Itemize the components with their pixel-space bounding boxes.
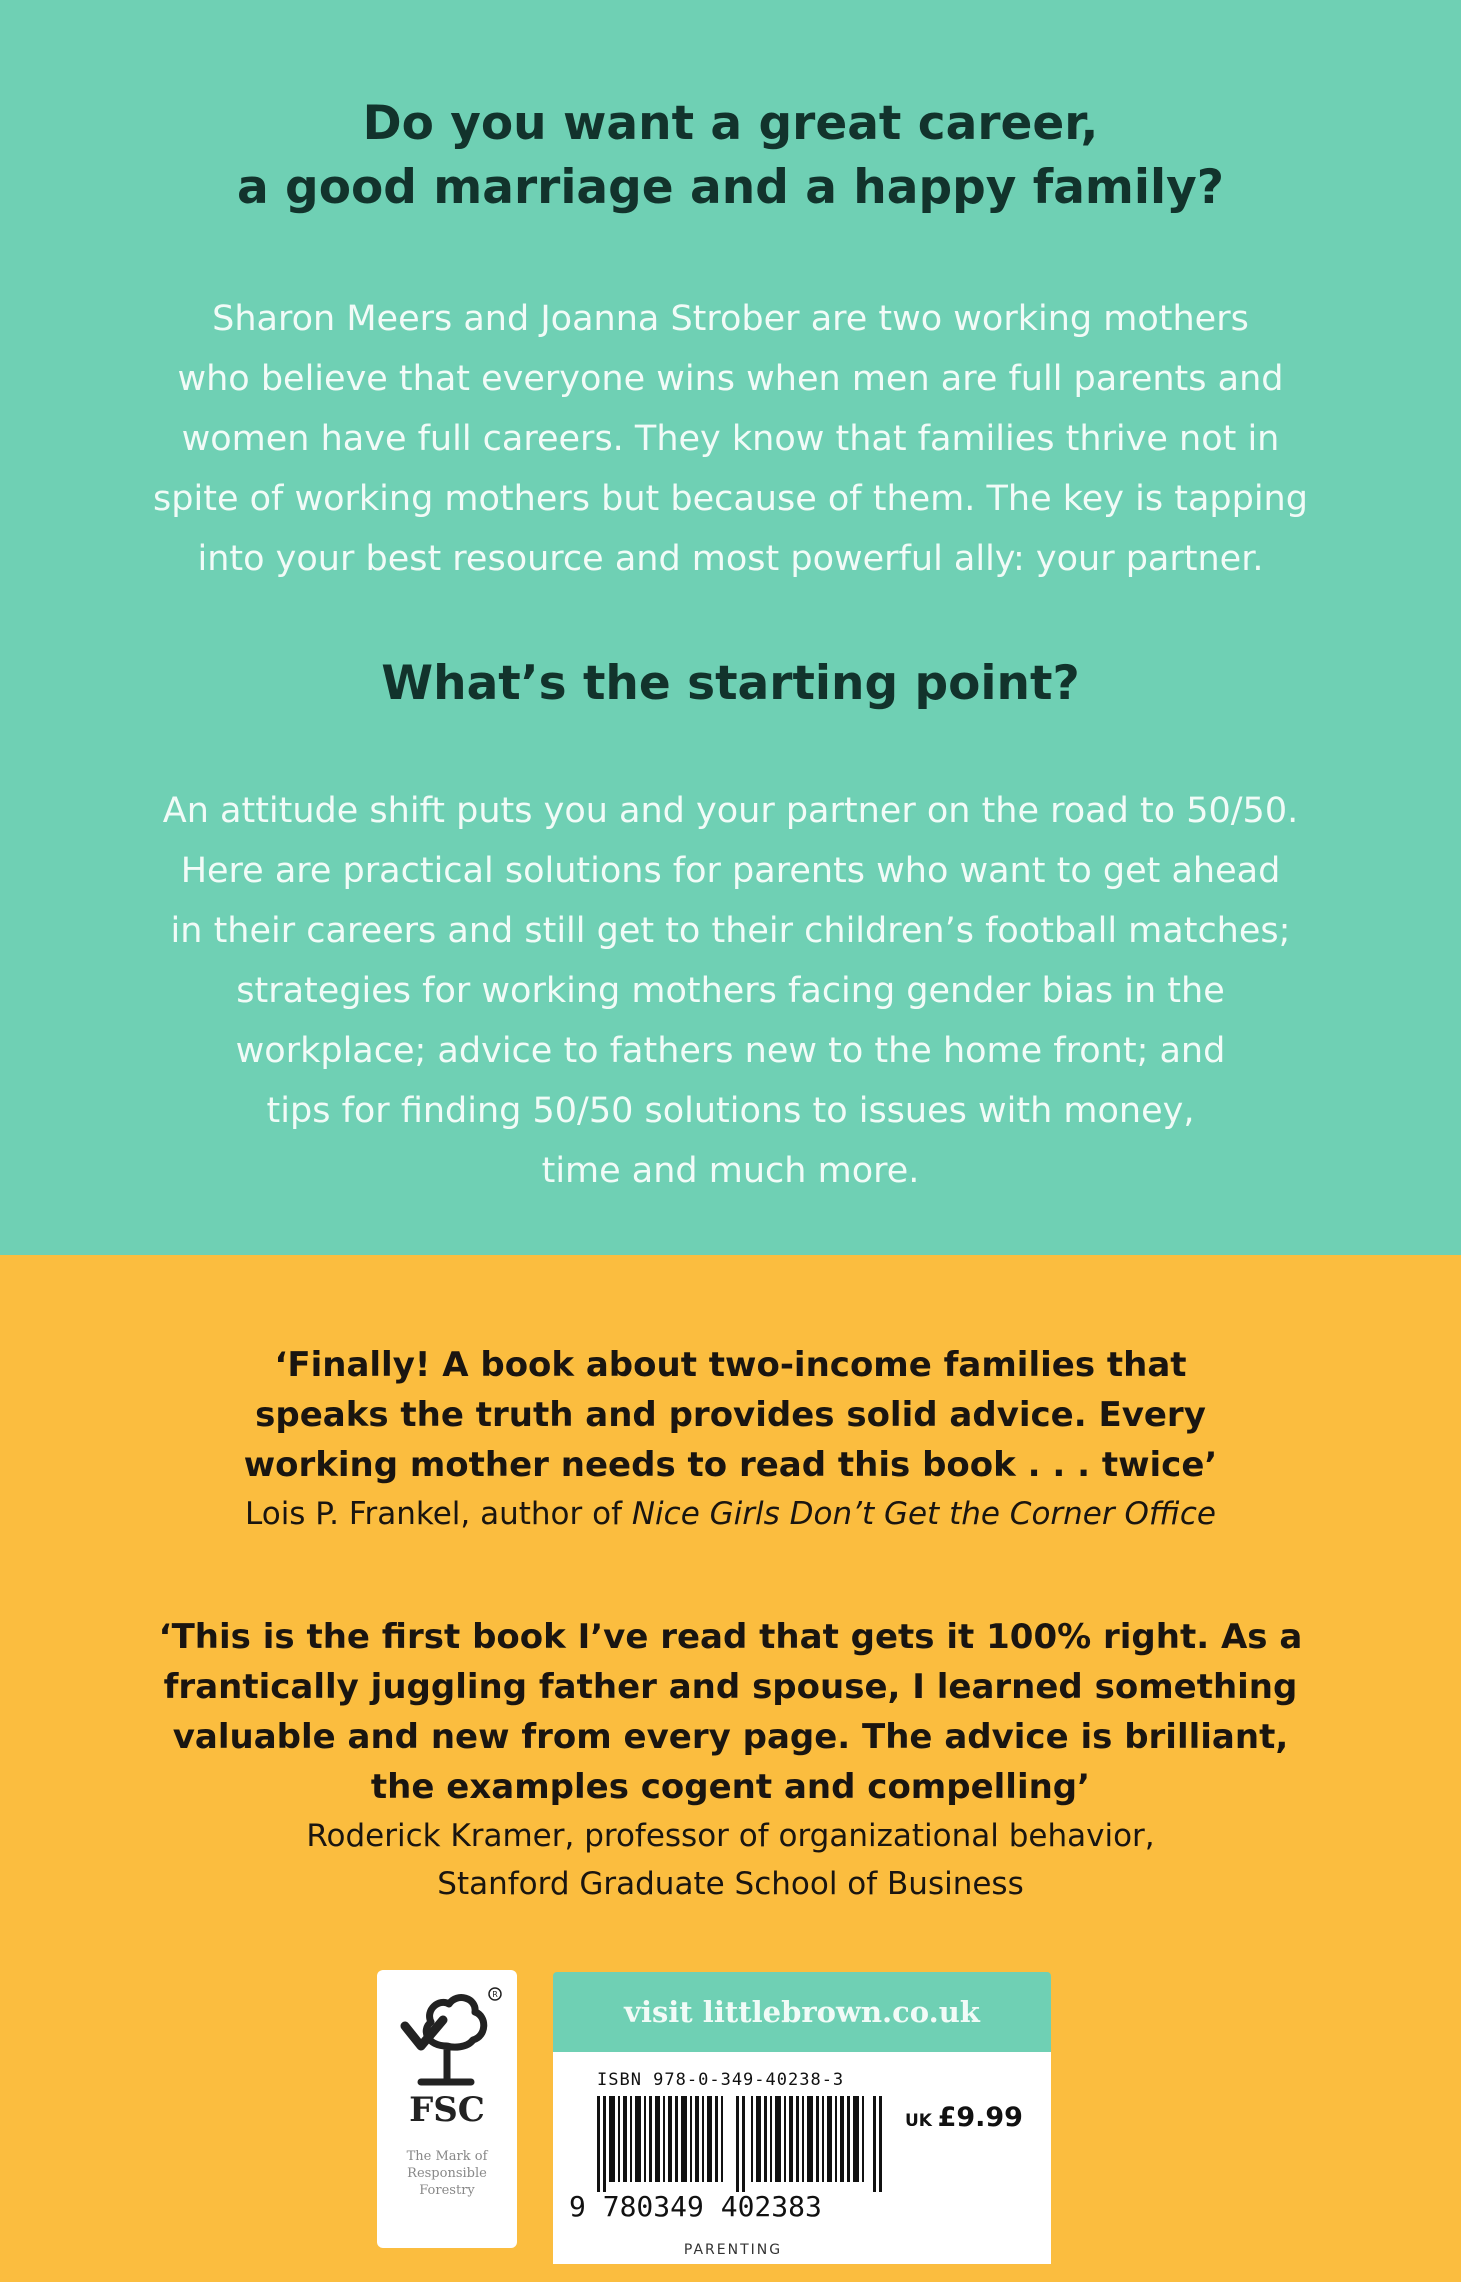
fsc-tagline-line: Forestry [419, 2183, 475, 2198]
attribution-book-title: Nice Girls Don’t Get the Corner Office [631, 1496, 1216, 1532]
quote-line: frantically juggling father and spouse, I learned something [163, 1667, 1298, 1707]
details-blurb-line: workplace; advice to fathers new to the home front; and [235, 1031, 1226, 1071]
main-heading-line-1: Do you want a great career, [362, 96, 1099, 151]
quote-attribution: Roderick Kramer, professor of organizational behavior, [306, 1818, 1155, 1854]
intro-blurb-line: who believe that everyone wins when men are full parents and [177, 359, 1284, 399]
fsc-logo [377, 1970, 517, 2248]
price [905, 2102, 1023, 2133]
details-blurb-line: strategies for working mothers facing gender bias in the [236, 971, 1225, 1011]
publisher-website: visit littlebrown.co.uk [553, 1972, 1051, 2052]
price-currency: UK [905, 2111, 932, 2131]
details-blurb-line: tips for finding 50/50 solutions to issues with money, [266, 1091, 1195, 1131]
quote-line: ‘This is the first book I’ve read that gets it 100% right. As a [158, 1617, 1303, 1657]
quote-line: working mother needs to read this book . . . twice’ [243, 1445, 1218, 1485]
intro-blurb [70, 289, 1391, 589]
attribution-author: Lois P. Frankel, author of [245, 1496, 632, 1532]
details-blurb-line: Here are practical solutions for parents who want to get ahead [180, 851, 1281, 891]
quote-line: speaks the truth and provides solid advice. Every [255, 1395, 1206, 1435]
barcode-digits: 9 780349 402383 [569, 2190, 822, 2223]
fsc-tagline [385, 2148, 509, 2199]
endorsement-quote-2 [100, 1612, 1361, 1908]
price-amount: £9.99 [937, 2102, 1023, 2133]
section-heading: What’s the starting point? [381, 656, 1080, 711]
book-category: PARENTING [683, 2242, 783, 2258]
main-heading [0, 92, 1461, 220]
details-blurb-line: in their careers and still get to their children’s football matches; [170, 911, 1291, 951]
details-blurb-line: time and much more. [541, 1151, 920, 1191]
intro-blurb-line: into your best resource and most powerful ally: your partner. [197, 539, 1264, 579]
barcode-panel [553, 2052, 1051, 2264]
intro-blurb-line: women have full careers. They know that families thrive not in [181, 419, 1280, 459]
fsc-name: FSC [409, 2090, 485, 2130]
main-heading-line-2: a good marriage and a happy family? [236, 160, 1225, 215]
fsc-tagline-line: Responsible [407, 2166, 487, 2181]
details-blurb [70, 781, 1391, 1201]
quote-attribution [100, 1490, 1361, 1538]
tree-check-icon [387, 1986, 507, 2090]
quote-line: valuable and new from every page. The advice is brilliant, [172, 1717, 1289, 1757]
endorsement-quote-1 [100, 1340, 1361, 1538]
quote-line: ‘Finally! A book about two-income families that [274, 1345, 1187, 1385]
intro-blurb-line: Sharon Meers and Joanna Strober are two working mothers [212, 299, 1249, 339]
svg-text:R: R [492, 1990, 498, 1999]
intro-blurb-line: spite of working mothers but because of them. The key is tapping [153, 479, 1308, 519]
barcode-icon [597, 2096, 887, 2192]
quote-attribution: Stanford Graduate School of Business [437, 1866, 1024, 1902]
isbn-text: ISBN 978-0-349-40238-3 [597, 2070, 845, 2090]
details-blurb-line: An attitude shift puts you and your partner on the road to 50/50. [162, 791, 1299, 831]
quote-line: the examples cogent and compelling’ [370, 1767, 1091, 1807]
fsc-tagline-line: The Mark of [406, 2149, 488, 2164]
